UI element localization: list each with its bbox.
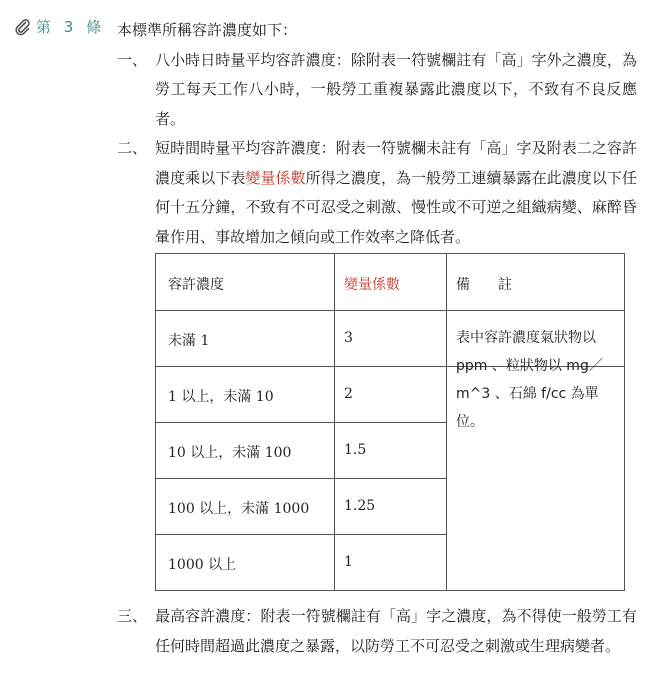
header-divider [156,310,624,311]
list-item-2 [117,134,637,252]
list-item-1 [117,46,637,135]
item-text-part: 所得之濃度，為一般勞工連續暴露在此濃度以下任何十五分鐘，不致有不可忍受之刺激、慢性或不可逆之組織病變、麻醉昏暈作用、事故增加之傾向或工作效率之降低者。 [155,168,637,246]
item-text: 八小時日時量平均容許濃度：除附表一符號欄註有「高」字外之濃度，為勞工每天工作八小時，一般勞工重複暴露此濃度以下，不致有不良反應者。 [155,50,637,128]
row-divider [156,422,446,423]
header-variation-factor[interactable]: 變量係數 [344,277,400,293]
row-range: 1 以上，未滿 10 [168,389,274,405]
concentration-table [155,253,627,593]
item-text-part: 短時間時量平均容許濃度：附表一符號欄未註有「高」字及附表二之容許濃度乘以下表 [155,139,637,187]
article-content-final [117,602,637,661]
item-number: 三、 [117,607,148,625]
row-divider [156,478,446,479]
list-item-3 [117,602,637,661]
item-number: 二、 [117,139,148,157]
item-text [155,134,637,252]
intro-text: 本標準所稱容許濃度如下： [117,21,298,39]
row-range: 100 以上，未滿 1000 [168,501,310,517]
header-concentration: 容許濃度 [168,277,224,293]
item-number: 一、 [117,50,148,69]
table-remarks: 表中容許濃度氣狀物以ppm 、粒狀物以 mg／m^3 、石綿 f/cc 為單位。 [456,330,603,430]
row-factor: 1.25 [344,498,376,514]
article-number[interactable]: 第 3 條 [36,18,106,36]
variation-factor-link[interactable]: 變量係數 [245,168,306,187]
row-factor: 1 [344,554,353,570]
row-factor: 3 [344,330,353,346]
row-range: 10 以上，未滿 100 [168,445,292,461]
row-range: 未滿 1 [168,333,210,349]
article-header [14,16,105,37]
paperclip-icon[interactable] [14,18,32,36]
column-divider [446,254,447,590]
article-content [117,16,637,252]
header-remarks: 備 註 [456,277,512,293]
table-frame [155,253,625,591]
row-range: 1000 以上 [168,557,237,573]
row-factor: 2 [344,386,353,402]
item-text: 最高容許濃度：附表一符號欄註有「高」字之濃度，為不得使一般勞工有任何時間超過此濃度之暴露，以防勞工不可忍受之刺激或生理病變者。 [155,607,637,655]
row-divider [156,534,446,535]
row-factor: 1.5 [344,442,367,458]
